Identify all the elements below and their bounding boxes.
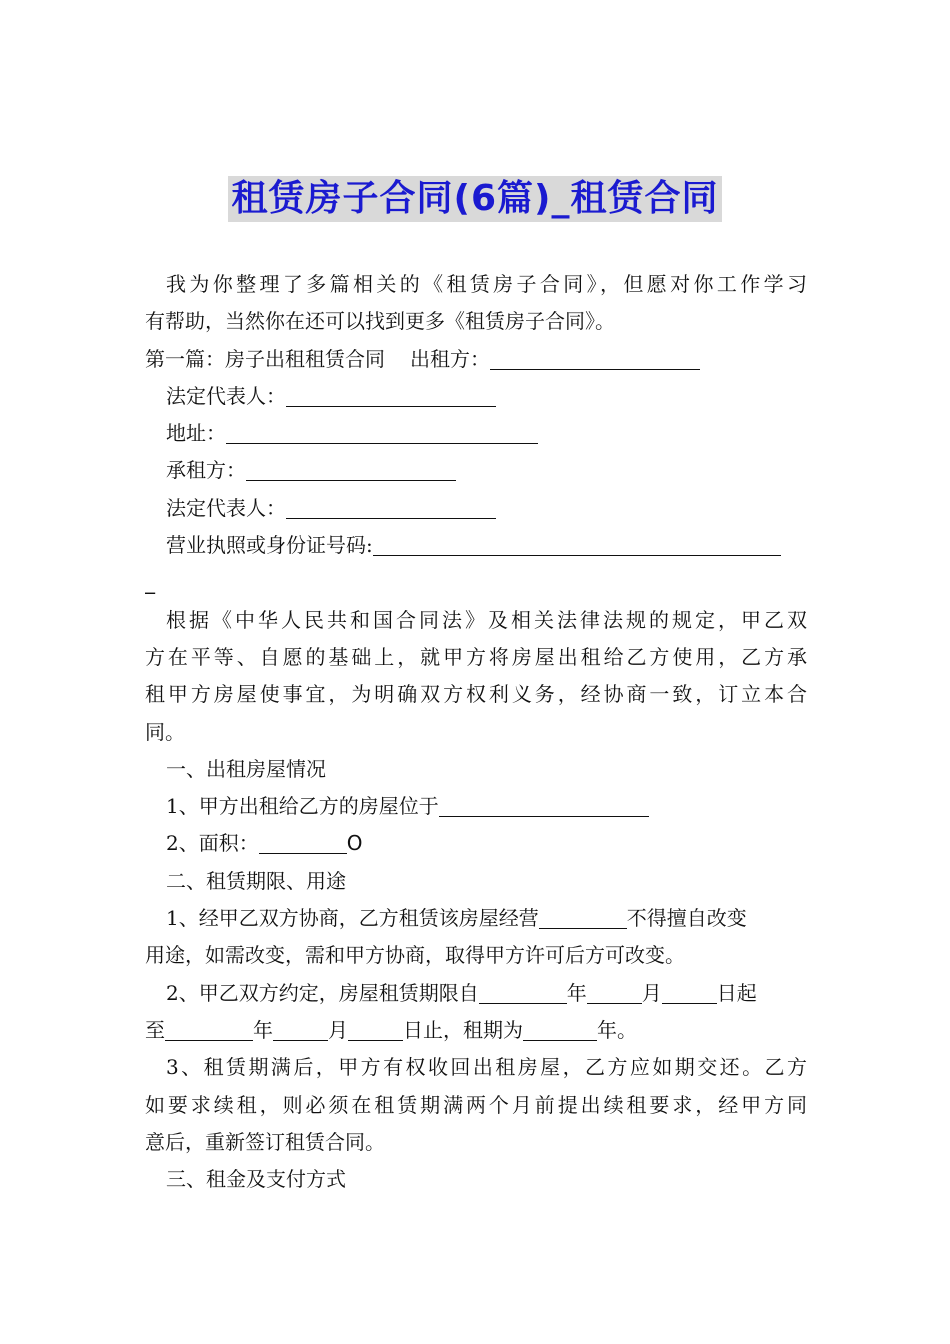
clause1-item1-text: 1、甲方出租给乙方的房屋位于 xyxy=(166,794,439,819)
lessee-blank[interactable] xyxy=(246,456,456,481)
section1-heading: 第一篇：房子出租租赁合同 xyxy=(145,346,385,371)
area-unit: O xyxy=(346,831,363,856)
term-years-blank[interactable] xyxy=(523,1016,597,1041)
business-blank[interactable] xyxy=(539,904,627,929)
month-label-1: 月 xyxy=(641,980,662,1005)
clause2-item1-line xyxy=(145,900,807,937)
preamble-line-4: 同。 xyxy=(145,719,185,744)
lessor-blank[interactable] xyxy=(490,345,700,370)
clause1-heading: 一、出租房屋情况 xyxy=(166,756,326,781)
preamble-line-3: 租甲方房屋使事宜，为明确双方权利义务，经协商一致，订立本合 xyxy=(145,682,807,707)
rep1-label: 法定代表人： xyxy=(166,383,286,408)
day-to-label: 日止，租期为 xyxy=(403,1017,523,1042)
clause3-heading: 三、租金及支付方式 xyxy=(166,1167,346,1192)
end-year-blank[interactable] xyxy=(165,1016,253,1041)
clause2-item2-text: 2、甲乙双方约定，房屋租赁期限自 xyxy=(166,980,479,1005)
title-container xyxy=(0,176,950,222)
preamble-line-2: 方在平等、自愿的基础上，就甲方将房屋出租给乙方使用，乙方承 xyxy=(145,644,807,669)
rep1-blank[interactable] xyxy=(286,382,496,407)
start-month-blank[interactable] xyxy=(587,979,642,1004)
lessee-line xyxy=(145,452,807,489)
year-label-1: 年 xyxy=(566,980,587,1005)
lessee-label: 承租方： xyxy=(166,458,246,483)
address-label: 地址： xyxy=(166,421,226,446)
license-line xyxy=(145,527,807,564)
rep1-line xyxy=(145,378,807,415)
year-label-2: 年 xyxy=(253,1017,273,1042)
rep2-blank[interactable] xyxy=(286,494,496,519)
clause1-item2-line xyxy=(145,825,807,862)
to-label: 至 xyxy=(145,1017,165,1042)
clause1-item1-line xyxy=(145,788,807,825)
area-blank[interactable] xyxy=(259,829,347,854)
clause2-item2-line xyxy=(145,975,807,1012)
clause2-heading: 二、租赁期限、用途 xyxy=(166,868,346,893)
intro-line-2: 有帮助，当然你在还可以找到更多《租赁房子合同》。 xyxy=(145,309,615,334)
end-month-blank[interactable] xyxy=(273,1016,328,1041)
start-day-blank[interactable] xyxy=(662,979,717,1004)
license-blank[interactable] xyxy=(373,531,781,556)
intro-line-1: 我为你整理了多篇相关的《租赁房子合同》，但愿对你工作学习 xyxy=(166,272,807,296)
clause2-item1-cont: 用途，如需改变，需和甲方协商，取得甲方许可后方可改变。 xyxy=(145,943,685,968)
document-body xyxy=(145,266,807,1198)
section1-heading-line xyxy=(145,341,807,378)
document-title: 租赁房子合同(6篇)_租赁合同 xyxy=(228,176,723,222)
day-from-label: 日起 xyxy=(716,980,757,1005)
clause2-item2-cont xyxy=(145,1012,807,1049)
clause2-item3-line-3: 意后，重新签订租赁合同。 xyxy=(145,1129,385,1154)
end-day-blank[interactable] xyxy=(348,1016,403,1041)
year-end-label: 年。 xyxy=(597,1017,637,1042)
lessor-label: 出租方： xyxy=(410,346,490,371)
clause2-item1-text-a: 1、经甲乙双方协商，乙方租赁该房屋经营 xyxy=(166,906,539,931)
address-line xyxy=(145,415,807,452)
clause2-item1-text-b: 不得擅自改变 xyxy=(626,906,747,931)
clause1-item2-text: 2、面积： xyxy=(166,831,259,856)
clause2-item3-line-1: 3、租赁期满后，甲方有权收回出租房屋，乙方应如期交还。乙方 xyxy=(166,1055,807,1080)
clause2-item3-line-2: 如要求续租，则必须在租赁期满两个月前提出续租要求，经甲方同 xyxy=(145,1092,807,1117)
start-year-blank[interactable] xyxy=(479,979,567,1004)
license-label: 营业执照或身份证号码: xyxy=(166,533,373,558)
location-blank[interactable] xyxy=(439,792,649,817)
month-label-2: 月 xyxy=(328,1017,348,1042)
preamble-line-1: 根据《中华人民共和国合同法》及相关法律法规的规定，甲乙双 xyxy=(166,607,807,632)
address-blank[interactable] xyxy=(226,419,538,444)
rep2-line xyxy=(145,490,807,527)
license-overflow: _ xyxy=(145,570,155,595)
rep2-label: 法定代表人： xyxy=(166,495,286,520)
